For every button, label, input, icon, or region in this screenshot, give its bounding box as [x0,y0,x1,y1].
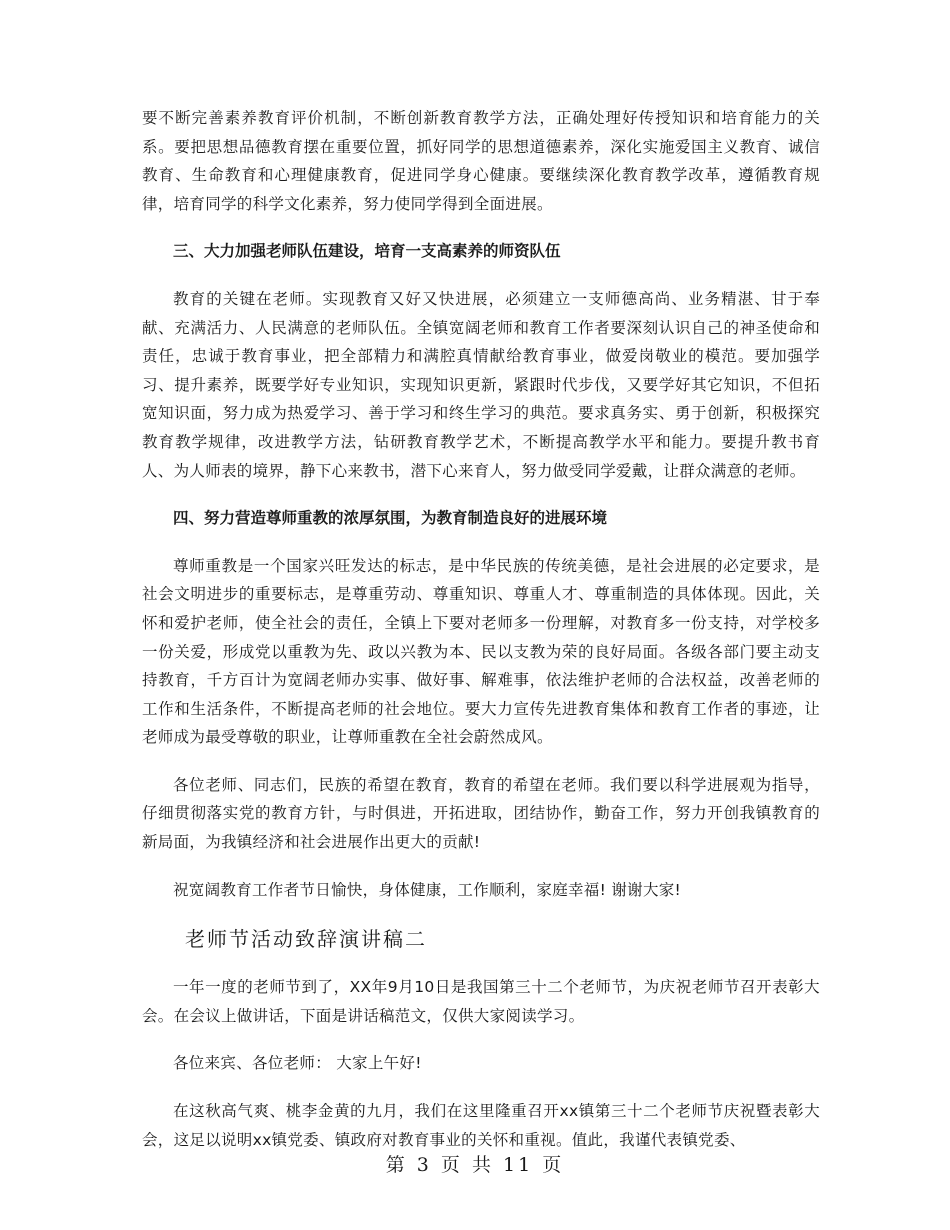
section-4-paragraph: 尊师重教是一个国家兴旺发达的标志，是中华民族的传统美德，是社会进展的必定要求，是社会文明进步的重要标志，是尊重劳动、尊重知识、尊重人才、尊重制造的具体体现。因此，关怀和爱护老师，使全社会的责任，全镇上下要对老师多一份理解，对教育多一份支持，对学校多一份关爱，形成党以重教为先、政以兴教为本、民以支教为荣的良好局面。各级各部门要主动支持教育，千方百计为宽阔老师办实事、做好事、解难事，依法维护老师的合法权益，改善老师的工作和生活条件，不断提高老师的社会地位。要大力宣传先进教育集体和教育工作者的事迹，让老师成为最受尊敬的职业，让尊师重教在全社会蔚然成风。 [142,556,820,747]
speech-2-intro: 一年一度的老师节到了，XX年9月10日是我国第三十二个老师节，为庆祝老师节召开表彰大会。在会议上做讲话，下面是讲话稿范文，仅供大家阅读学习。 [142,978,820,1025]
speech-2-greeting: 各位来宾、各位老师： 大家上午好! [173,1054,422,1073]
speech-2-body: 在这秋高气爽、桃李金黄的九月，我们在这里隆重召开xx镇第三十二个老师节庆祝暨表彰大会，这足以说明xx镇党委、镇政府对教育事业的关怀和重视。值此，我谨代表镇党委、 [142,1102,820,1149]
page-number-footer: 第 3 页 共 11 页 [385,1154,565,1176]
document-body [142,104,820,1173]
closing-paragraph: 各位老师、同志们，民族的希望在教育，教育的希望在老师。我们要以科学进展观为指导，仔细贯彻落实党的教育方针，与时俱进，开拓进取，团结协作，勤奋工作，努力开创我镇教育的新局面，为我镇经济和社会进展作出更大的贡献! [142,775,820,852]
speech-2-title: 老师节活动致辞演讲稿二 [185,927,427,952]
section-4-heading: 四、努力营造尊师重教的浓厚氛围，为教育制造良好的进展环境 [173,509,608,528]
section-3-heading: 三、大力加强老师队伍建设，培育一支高素养的师资队伍 [173,242,561,261]
section-3-paragraph: 教育的关键在老师。实现教育又好又快进展，必须建立一支师德高尚、业务精湛、甘于奉献、充满活力、人民满意的老师队伍。全镇宽阔老师和教育工作者要深刻认识自己的神圣使命和责任，忠诚于教育事业，把全部精力和满腔真情献给教育事业，做爱岗敬业的模范。要加强学习、提升素养，既要学好专业知识，实现知识更新，紧跟时代步伐，又要学好其它知识，不但拓宽知识面，努力成为热爱学习、善于学习和终生学习的典范。要求真务实、勇于创新，积极探究教育教学规律，改进教学方法，钻研教育教学艺术，不断提高教学水平和能力。要提升教书育人、为人师表的境界，静下心来教书，潜下心来育人，努力做受同学爱戴，让群众满意的老师。 [142,289,820,480]
blessing-paragraph: 祝宽阔教育工作者节日愉快，身体健康，工作顺利，家庭幸福! 谢谢大家! [173,880,682,899]
intro-paragraph: 要不断完善素养教育评价机制，不断创新教育教学方法，正确处理好传授知识和培育能力的关系。要把思想品德教育摆在重要位置，抓好同学的思想道德素养，深化实施爱国主义教育、诚信教育、生命教育和心理健康教育，促进同学身心健康。要继续深化教育教学改革，遵循教育规律，培育同学的科学文化素养，努力使同学得到全面进展。 [142,109,820,213]
